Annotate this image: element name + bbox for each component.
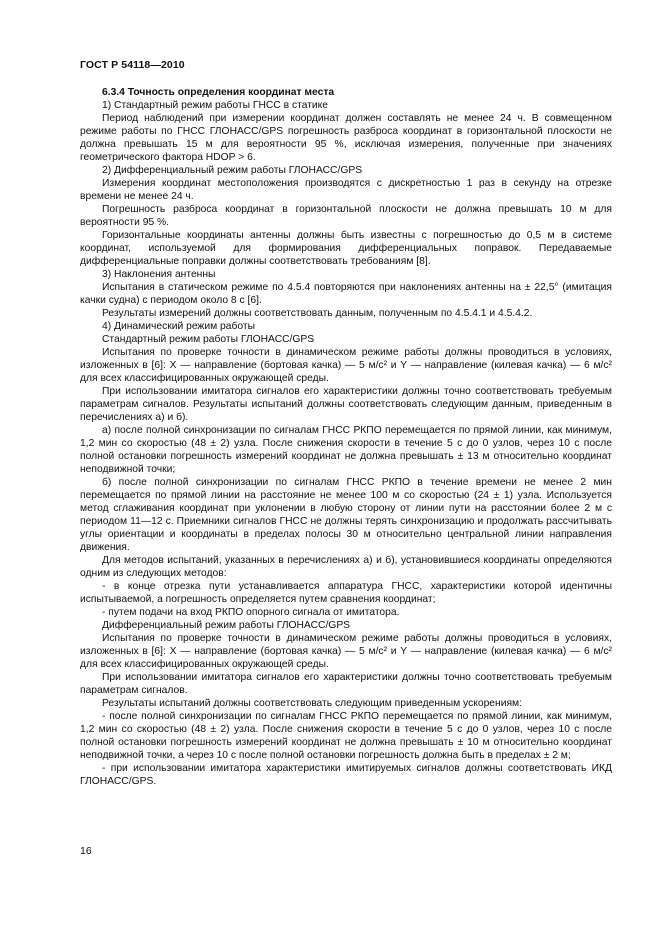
document-body: [80, 86, 612, 788]
paragraph: При использовании имитатора сигналов его характеристики должны точно соответствовать требуемым параметрам сигналов.: [80, 672, 612, 696]
paragraph: Стандартный режим работы ГЛОНАСС/GPS: [102, 334, 315, 345]
paragraph: а) после полной синхронизации по сигналам ГНСС РКПО перемещается по прямой линии, как минимум, 1,2 мин со скоростью (48 ± 2) узла. После снижения скорости в течение 5 с до 0 узлов, через 10 с после полной остановки погрешность измерений координат не должна превышать ± 13 м относительно координат неподвижной точки;: [80, 425, 612, 475]
paragraph: Погрешность разброса координат в горизонтальной плоскости не должна превышать 10 м для вероятности 95 %.: [80, 204, 612, 228]
section-heading: 6.3.4 Точность определения координат места: [102, 87, 335, 98]
paragraph: 4) Динамический режим работы: [102, 321, 255, 332]
paragraph: Испытания по проверке точности в динамическом режиме работы должны проводиться в условиях, изложенных в [6]: X — направление (бортовая качка) — 5 м/с² и Y — направление (килевая качка) — 6 м/с² для всех классифицированных окружающей среды.: [80, 633, 612, 670]
paragraph: Измерения координат местоположения производятся с дискретностью 1 раз в секунду на отрезке времени не менее 24 ч.: [80, 178, 612, 202]
paragraph: 2) Дифференциальный режим работы ГЛОНАСС/GPS: [102, 165, 363, 176]
paragraph: 3) Наклонения антенны: [102, 269, 216, 280]
paragraph: Испытания по проверке точности в динамическом режиме работы должны проводиться в условиях, изложенных в [6]: X — направление (бортовая качка) — 5 м/с² и Y — направление (килевая качка) — 6 м/с² для всех классифицированных окружающей среды.: [80, 347, 612, 384]
paragraph: - после полной синхронизации по сигналам ГНСС РКПО перемещается по прямой линии, как минимум, 1,2 мин со скоростью (48 ± 2) узла. После снижения скорости в течение 5 с до 0 узлов, через 10 с после полной остановки погрешность измерений координат не должна превышать ± 10 м относительно координат неподвижной точки, а через 10 с после полной остановки погрешность должна быть в пределах ± 2 м;: [80, 711, 612, 761]
paragraph: Испытания в статическом режиме по 4.5.4 повторяются при наклонениях антенны на ± 22,5° (имитация качки судна) с периодом около 8 с [6].: [80, 282, 612, 306]
paragraph: Период наблюдений при измерении координат должен составлять не менее 24 ч. В совмещенном режиме работы по ГНСС ГЛОНАСС/GPS погрешность разброса координат в горизонтальной плоскости не должна превышать 15 м для вероятности 95 %, исключая измерения, полученные при значениях геометрического фактора HDOP > 6.: [80, 113, 612, 163]
paragraph: Для методов испытаний, указанных в перечислениях а) и б), установившиеся координаты определяются одним из следующих методов:: [80, 555, 612, 579]
paragraph: Результаты испытаний должны соответствовать следующим приведенным ускорениям:: [102, 698, 522, 709]
paragraph: Горизонтальные координаты антенны должны быть известны с погрешностью до 0,5 м в системе координат, используемой для формирования дифференциальных поправок. Передаваемые дифференциальные поправки должны соответствовать требованиям [8].: [80, 230, 612, 267]
paragraph-list: [80, 99, 612, 788]
paragraph: Дифференциальный режим работы ГЛОНАСС/GPS: [102, 620, 351, 631]
paragraph: - путем подачи на вход РКПО опорного сигнала от имитатора.: [102, 607, 400, 618]
paragraph: - при использовании имитатора характеристики имитируемых сигналов должны соответствовать ИКД ГЛОНАСС/GPS.: [80, 763, 612, 787]
document-header: ГОСТ Р 54118—2010: [80, 59, 185, 71]
page-number: 16: [80, 845, 92, 857]
paragraph: б) после полной синхронизации по сигналам ГНСС РКПО в течение времени не менее 2 мин перемещается по прямой линии на расстояние не менее 100 м со скоростью (24 ± 1) узла. Используется метод сглаживания координат при уклонении в любую сторону от линии пути на расстоянии более 2 м с периодом 11—12 с. Приемники сигналов ГНСС не должны терять синхронизацию и продолжать рассчитывать углы ориентации и координаты в пределах полосы 30 м относительно центральной линии направления движения.: [80, 477, 612, 553]
paragraph: При использовании имитатора сигналов его характеристики должны точно соответствовать требуемым параметрам сигналов. Результаты испытаний должны соответствовать следующим данным, приведенным в перечислениях а) и б).: [80, 386, 612, 423]
paragraph: - в конце отрезка пути устанавливается аппаратура ГНСС, характеристики которой идентичны испытываемой, а погрешность определяется путем сравнения координат;: [80, 581, 612, 605]
paragraph: Результаты измерений должны соответствовать данным, полученным по 4.5.4.1 и 4.5.4.2.: [102, 308, 533, 319]
paragraph: 1) Стандартный режим работы ГНСС в статике: [102, 100, 329, 111]
